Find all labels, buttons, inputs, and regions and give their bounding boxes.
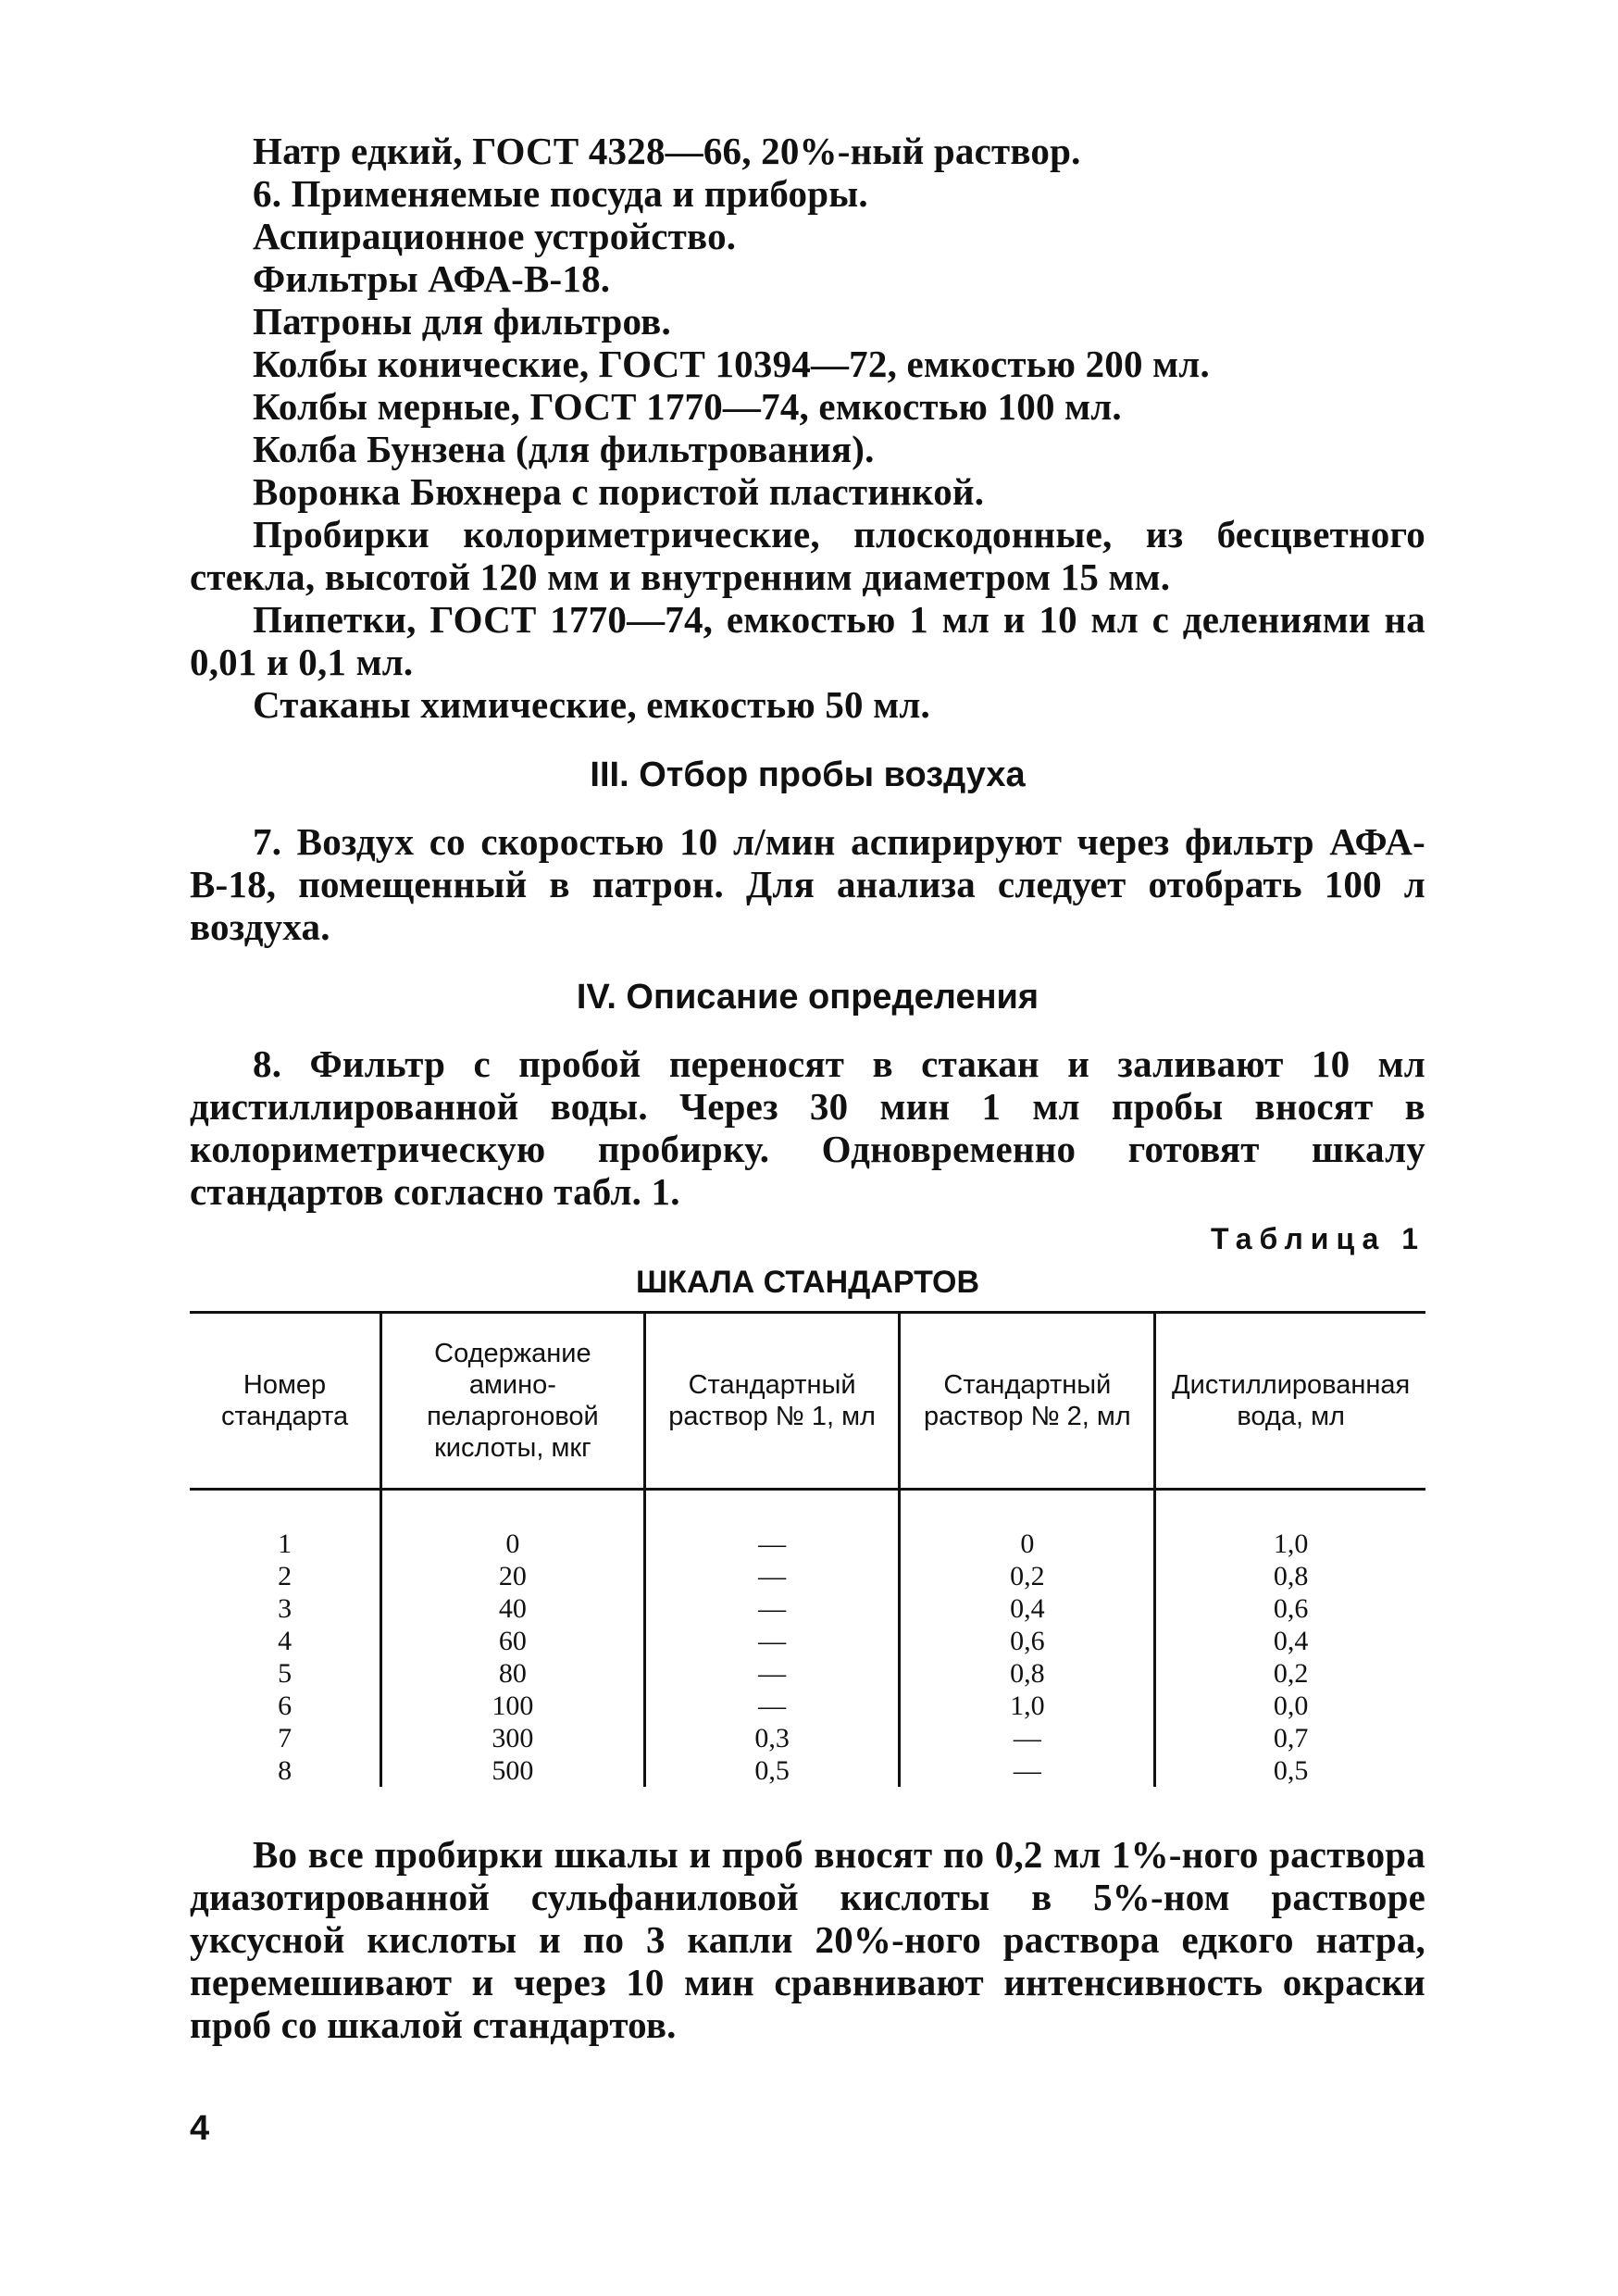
header-solution-1: Стандартный раствор № 1, мл	[644, 1313, 900, 1490]
cell-solution-1: 0,5	[644, 1754, 900, 1787]
cell-solution-1: 0,3	[644, 1722, 900, 1754]
cell-solution-2: —	[900, 1754, 1155, 1787]
equipment-item-pipettes: Пипетки, ГОСТ 1770—74, емкостью 1 мл и 10 мл с делениями на 0,01 и 0,1 мл.	[190, 598, 1425, 683]
header-content: Содержание амино-пеларгоновой кислоты, мкг	[381, 1313, 645, 1490]
section-6-title: 6. Применяемые посуда и приборы.	[253, 172, 868, 215]
paragraph-8: 8. Фильтр с пробой переносят в стакан и заливают 10 мл дистиллированной воды. Через 30 мин 1 мл пробы вносят в колориметрическую пробирку. Одновременно готовят шкалу стандартов согласно табл. 1.	[190, 1042, 1425, 1213]
equipment-item: Патроны для фильтров.	[253, 300, 671, 343]
cell-number: 3	[278, 1593, 292, 1624]
equipment-item: Аспирационное устройство.	[253, 215, 737, 257]
table-title: ШКАЛА СТАНДАРТОВ	[635, 1265, 980, 1300]
cell-water: 0,8	[1155, 1560, 1425, 1592]
table-row	[190, 1722, 1425, 1754]
cell-content: 0	[381, 1490, 645, 1561]
cell-solution-1: —	[644, 1625, 900, 1657]
cell-content: 100	[381, 1690, 645, 1722]
cell-number: 8	[278, 1755, 292, 1786]
cell-water: 0,6	[1155, 1592, 1425, 1625]
final-paragraph: Во все пробирки шкалы и проб вносят по 0,2 мл 1%-ного раствора диазотированной сульфаниловой кислоты в 5%-ном растворе уксусной кислоты и по 3 капли 20%-ного раствора едкого натра, перемешивают и через 10 мин сравнивают интенсивность окраски проб со шкалой стандартов.	[190, 1833, 1425, 2046]
table-row	[190, 1754, 1425, 1787]
cell-solution-2: 0,6	[900, 1625, 1155, 1657]
equipment-item: Фильтры АФА-В-18.	[253, 257, 611, 300]
equipment-item: Колбы мерные, ГОСТ 1770—74, емкостью 100 мл.	[253, 385, 1122, 428]
table-label: Таблица 1	[1210, 1222, 1425, 1255]
cell-number: 4	[278, 1626, 292, 1656]
cell-water: 1,0	[1155, 1490, 1425, 1561]
cell-water: 0,4	[1155, 1625, 1425, 1657]
table-row	[190, 1625, 1425, 1657]
page-content	[190, 130, 1425, 2046]
cell-content: 300	[381, 1722, 645, 1754]
cell-solution-1: —	[644, 1560, 900, 1592]
header-water: Дистиллированная вода, мл	[1155, 1313, 1425, 1490]
section-3-heading: III. Отбор пробы воздуха	[590, 755, 1026, 794]
section-4-heading: IV. Описание определения	[576, 978, 1039, 1017]
cell-solution-2: —	[900, 1722, 1155, 1754]
page-number: 4	[190, 2109, 210, 2148]
equipment-item: Колбы конические, ГОСТ 10394—72, емкостью 200 мл.	[253, 343, 1210, 385]
table-header-row	[190, 1313, 1425, 1490]
header-solution-2: Стандартный раствор № 2, мл	[900, 1313, 1155, 1490]
cell-solution-1: —	[644, 1690, 900, 1722]
cell-number: 6	[278, 1691, 292, 1721]
cell-solution-2: 0	[900, 1490, 1155, 1561]
equipment-item-glasses: Стаканы химические, емкостью 50 мл.	[253, 683, 930, 726]
cell-content: 80	[381, 1657, 645, 1690]
cell-solution-1: —	[644, 1657, 900, 1690]
cell-solution-1: —	[644, 1592, 900, 1625]
cell-content: 20	[381, 1560, 645, 1592]
cell-solution-1: —	[644, 1490, 900, 1561]
table-row	[190, 1560, 1425, 1592]
cell-content: 500	[381, 1754, 645, 1787]
cell-solution-2: 0,8	[900, 1657, 1155, 1690]
table-row	[190, 1490, 1425, 1561]
cell-number: 1	[278, 1529, 292, 1559]
cell-water: 0,0	[1155, 1690, 1425, 1722]
table-row	[190, 1690, 1425, 1722]
reagent-line: Натр едкий, ГОСТ 4328—66, 20%-ный раствор.	[253, 130, 1081, 172]
cell-solution-2: 0,2	[900, 1560, 1155, 1592]
paragraph-7: 7. Воздух со скоростью 10 л/мин аспирируют через фильтр АФА-В-18, помещенный в патрон. Для анализа следует отобрать 100 л воздуха.	[190, 820, 1425, 948]
cell-water: 0,5	[1155, 1754, 1425, 1787]
table-row	[190, 1657, 1425, 1690]
cell-number: 7	[278, 1723, 292, 1753]
equipment-item-tubes: Пробирки колориметрические, плоскодонные, из бесцветного стекла, высотой 120 мм и внутренним диаметром 15 мм.	[190, 513, 1425, 598]
header-standard-number: Номер стандарта	[190, 1313, 381, 1490]
cell-water: 0,7	[1155, 1722, 1425, 1754]
cell-solution-2: 1,0	[900, 1690, 1155, 1722]
cell-solution-2: 0,4	[900, 1592, 1155, 1625]
cell-content: 60	[381, 1625, 645, 1657]
standards-table	[190, 1311, 1425, 1787]
cell-number: 2	[278, 1561, 292, 1591]
cell-content: 40	[381, 1592, 645, 1625]
table-row	[190, 1592, 1425, 1625]
cell-number: 5	[278, 1658, 292, 1689]
equipment-item: Воронка Бюхнера с пористой пластинкой.	[253, 470, 985, 513]
cell-water: 0,2	[1155, 1657, 1425, 1690]
equipment-item: Колба Бунзена (для фильтрования).	[253, 428, 875, 470]
